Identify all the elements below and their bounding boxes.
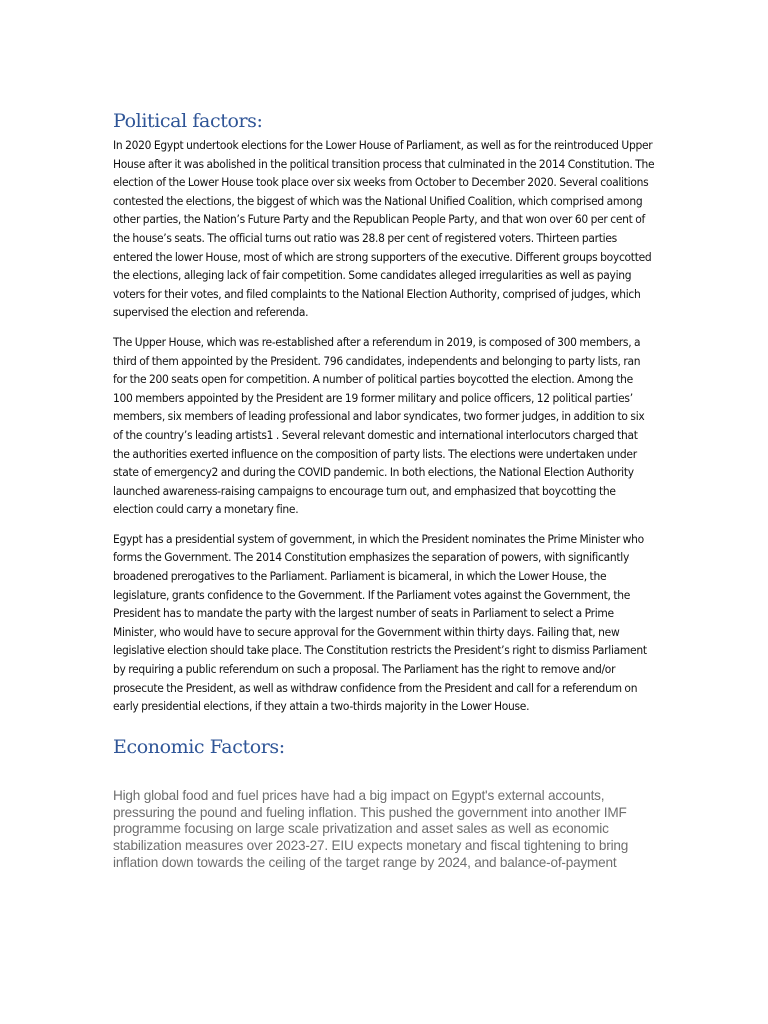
political-factors-heading: Political factors: [113, 110, 263, 132]
document-page [113, 108, 655, 883]
political-paragraph-1: In 2020 Egypt undertook elections for the Lower House of Parliament, as well as for the reintroduced Upper House after it was abolished in the political transition process that culminated in the 2014 Constitution. The election of the Lower House took place over six weeks from October to December 2020. Several coalitions contested the elections, the biggest of which was the National Unified Coalition, which comprised among other parties, the Nation’s Future Party and the Republican People Party, and that won over 60 per cent of the house’s seats. The official turns out ratio was 28.8 per cent of registered voters. Thirteen parties entered the lower House, most of which are strong supporters of the executive. Different groups boycotted the elections, alleging lack of fair competition. Some candidates alleged irregularities as well as paying voters for their votes, and filed complaints to the National Election Authority, comprised of judges, which supervised the election and referenda. [113, 138, 655, 320]
economic-paragraph: High global food and fuel prices have had a big impact on Egypt's external accounts, pressuring the pound and fueling inflation. This pushed the government into another IMF programme focusing on large scale privatization and asset sales as well as economic stabilization measures over 2023-27. EIU expects monetary and fiscal tightening to bring inflation down towards the ceiling of the target range by 2024, and balance-of-payment [113, 787, 629, 870]
economic-factors-heading: Economic Factors: [113, 735, 285, 758]
political-paragraph-2: The Upper House, which was re-established after a referendum in 2019, is composed of 300 members, a third of them appointed by the President. 796 candidates, independents and belonging to party lists, ran for the 200 seats open for competition. A number of political parties boycotted the election. Among the 100 members appointed by the President are 19 former military and police officers, 12 political parties’ members, six members of leading professional and labor syndicates, two former judges, in addition to six of the country’s leading artists1 . Several relevant domestic and international interlocutors charged that the authorities exerted influence on the composition of party lists. The elections were undertaken under state of emergency2 and during the COVID pandemic. In both elections, the National Election Authority launched awareness-raising campaigns to encourage turn out, and emphasized that boycotting the election could carry a monetary fine. [113, 334, 645, 517]
political-paragraph-3: Egypt has a presidential system of government, in which the President nominates the Prime Minister who forms the Government. The 2014 Constitution emphasizes the separation of powers, with significantly broadened prerogatives to the Parliament. Parliament is bicameral, in which the Lower House, the legislature, grants confidence to the Government. If the Parliament votes against the Government, the President has to mandate the party with the largest number of seats in Parliament to select a Prime Minister, who would have to secure approval for the Government within thirty days. Failing that, new legislative election should take place. The Constitution restricts the President’s right to dismiss Parliament by requiring a public referendum on such a proposal. The Parliament has the right to remove and/or prosecute the President, as well as withdraw confidence from the President and call for a referendum on early presidential elections, if they attain a two-thirds majority in the Lower House. [113, 531, 647, 714]
